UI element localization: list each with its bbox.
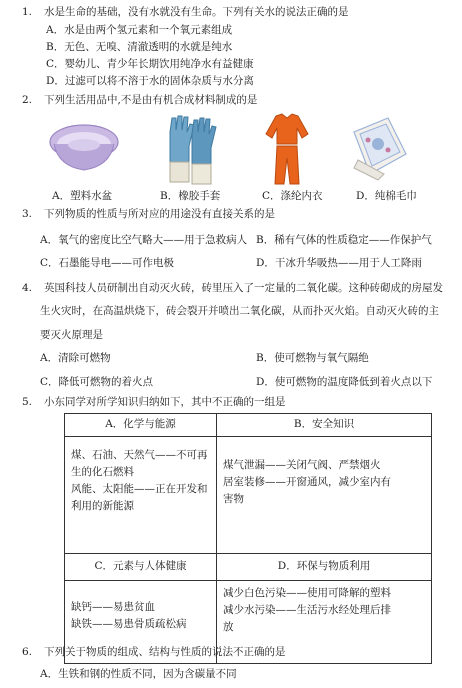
q1-option-c: C．婴幼儿、青少年长期饮用纯净水有益健康 <box>46 58 254 70</box>
q2-image-row <box>40 112 450 202</box>
cell-line: 居室装修——开窗通风，减少室内有 <box>223 476 391 488</box>
question-number: 6. <box>22 646 33 658</box>
q3-option-a: A．氧气的密度比空气略大——用于急救病人 <box>40 234 248 246</box>
cell-line: 缺铁——易患骨质疏松病 <box>71 618 187 630</box>
q3-option-b: B．稀有气体的性质稳定——作保护气 <box>256 234 432 246</box>
cotton-towel-icon <box>348 114 412 182</box>
table-cell-a <box>65 437 217 554</box>
q4-option-d: D．使可燃物的温度降低到着火点以下 <box>256 376 433 388</box>
q2-caption-c: C．涤纶内衣 <box>262 190 323 202</box>
question-number: 2. <box>22 94 33 106</box>
question-4-stem-line-1: 4. 英国科技人员研制出自动灭火砖，砖里压入了一定量的二氧化碳。这种砖砌成的房屋发 <box>22 282 443 294</box>
question-5-stem: 5. 小东同学对所学知识归纳如下，其中不正确的一组是 <box>22 396 286 408</box>
q3-option-c: C．石墨能导电——可作电极 <box>40 257 175 269</box>
question-2-stem: 2. 下列生活用品中,不是由有机合成材料制成的是 <box>22 94 258 106</box>
question-number: 5. <box>22 396 33 408</box>
cell-line: 煤、石油、天然气——不可再 <box>71 449 208 461</box>
cell-line: 利用的新能源 <box>71 500 134 512</box>
cell-line: 减少水污染——生活污水经处理后排 <box>223 604 391 616</box>
q4-option-a: A．清除可燃物 <box>40 352 111 364</box>
cell-line: 减少白色污染——使用可降解的塑料 <box>223 587 391 599</box>
table-header-a: A．化学与能源 <box>65 414 217 437</box>
q4-option-b: B．使可燃物与氧气隔绝 <box>256 352 369 364</box>
q1-option-b: B．无色、无嗅、清澈透明的水就是纯水 <box>46 41 233 53</box>
q3-option-d: D．干冰升华吸热——用于人工降雨 <box>256 257 422 269</box>
cell-line: 煤气泄漏——关闭气阀、严禁烟火 <box>223 459 381 471</box>
q2-caption-b: B．橡胶手套 <box>160 190 221 202</box>
q2-caption-d: D．纯棉毛巾 <box>356 190 417 202</box>
question-1-stem: 1. 水是生命的基础，没有水就没有生命。下列有关水的说法正确的是 <box>22 6 349 18</box>
table-cell-b <box>217 437 432 554</box>
question-3-stem: 3. 下列物质的性质与所对应的用途没有直接关系的是 <box>22 208 275 220</box>
table-header-b: B．安全知识 <box>217 414 432 437</box>
q6-option-a: A．生铁和钢的性质不同，因为含碳量不同 <box>40 668 237 680</box>
cell-line: 缺钙——易患贫血 <box>71 601 155 613</box>
q1-option-a: A．水是由两个氢元素和一个氧元素组成 <box>46 24 233 36</box>
polyester-underwear-icon <box>262 112 312 186</box>
cell-line: 放 <box>223 621 234 633</box>
cell-line: 风能、太阳能——正在开发和 <box>71 483 208 495</box>
q1-option-d: D．过滤可以将不溶于水的固体杂质与水分离 <box>46 75 254 87</box>
plastic-basin-icon <box>48 120 120 176</box>
question-4-stem-line-3: 要灭火原理是 <box>40 329 103 341</box>
q2-caption-a: A．塑料水盆 <box>52 190 113 202</box>
table-header-c: C．元素与人体健康 <box>65 554 217 581</box>
question-number: 1. <box>22 6 33 18</box>
table-header-d: D．环保与物质利用 <box>217 554 432 581</box>
question-6-stem: 6. 下列关于物质的组成、结构与性质的说法不正确的是 <box>22 646 286 658</box>
question-number: 4. <box>22 282 33 294</box>
q4-option-c: C．降低可燃物的着火点 <box>40 376 154 388</box>
rubber-gloves-icon <box>162 112 222 186</box>
cell-line: 生的化石燃料 <box>71 466 134 478</box>
question-number: 3. <box>22 208 33 220</box>
knowledge-summary-table <box>64 413 432 664</box>
cell-line: 害物 <box>223 493 244 505</box>
question-4-stem-line-2: 生火灾时，在高温烘烧下，砖会裂开并喷出二氧化碳，从而扑灭火焰。自动灭火砖的主 <box>40 305 439 317</box>
